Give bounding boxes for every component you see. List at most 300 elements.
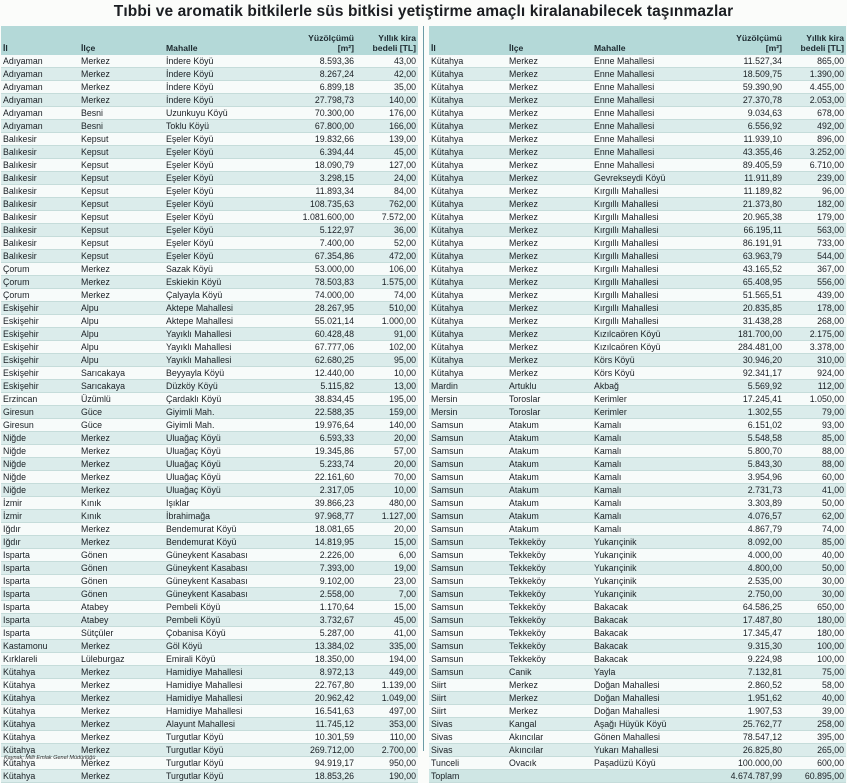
cell-mahalle: Kamalı (592, 510, 704, 523)
cell-ilce: Kepsut (79, 172, 164, 185)
cell-area: 5.843,30 (704, 458, 784, 471)
table-row (429, 601, 846, 614)
cell-il: Isparta (1, 601, 79, 614)
cell-ilce: Merkez (507, 133, 592, 146)
cell-ilce: Merkez (79, 68, 164, 81)
cell-ilce: Merkez (507, 120, 592, 133)
cell-rent: 50,00 (784, 497, 846, 510)
cell-il: Sivas (429, 744, 507, 757)
cell-il: Adıyaman (1, 94, 79, 107)
cell-area: 7.400,00 (276, 237, 356, 250)
cell-area: 5.800,70 (704, 445, 784, 458)
cell-area: 8.267,24 (276, 68, 356, 81)
cell-rent: 43,00 (356, 55, 418, 68)
table-row (1, 614, 418, 627)
cell-rent: 70,00 (356, 471, 418, 484)
cell-ilce: Merkez (79, 770, 164, 783)
table-row (429, 705, 846, 718)
cell-rent: 865,00 (784, 55, 846, 68)
cell-mahalle: Yukarıçinik (592, 536, 704, 549)
cell-il: Samsun (429, 484, 507, 497)
cell-il: Mersin (429, 406, 507, 419)
table-row (429, 718, 846, 731)
cell-area: 21.373,80 (704, 198, 784, 211)
cell-ilce: Merkez (79, 523, 164, 536)
cell-area: 2.535,00 (704, 575, 784, 588)
cell-ilce: Merkez (79, 432, 164, 445)
header-il: İl (429, 26, 507, 55)
cell-rent: 7.572,00 (356, 211, 418, 224)
cell-rent: 268,00 (784, 315, 846, 328)
cell-rent: 3.378,00 (784, 341, 846, 354)
cell-rent: 1.390,00 (784, 68, 846, 81)
cell-mahalle: Yukarıçinik (592, 549, 704, 562)
cell-il: Samsun (429, 640, 507, 653)
cell-mahalle: Kamalı (592, 523, 704, 536)
cell-rent: 762,00 (356, 198, 418, 211)
cell-ilce: Kepsut (79, 185, 164, 198)
cell-ilce: Alpu (79, 341, 164, 354)
table-row (1, 146, 418, 159)
cell-il: Kütahya (1, 731, 79, 744)
cell-il: Kütahya (429, 146, 507, 159)
cell-area: 2.558,00 (276, 588, 356, 601)
total-rent: 60.895,00 (784, 770, 846, 783)
cell-ilce: Merkez (79, 289, 164, 302)
table-row (1, 55, 418, 68)
cell-ilce: Sarıcakaya (79, 380, 164, 393)
cell-area: 18.853,26 (276, 770, 356, 783)
cell-rent: 45,00 (356, 146, 418, 159)
cell-area: 11.189,82 (704, 185, 784, 198)
cell-area: 19.976,64 (276, 419, 356, 432)
cell-mahalle: Kamalı (592, 497, 704, 510)
cell-ilce: Merkez (507, 55, 592, 68)
cell-area: 30.946,20 (704, 354, 784, 367)
table-row (1, 575, 418, 588)
cell-rent: 678,00 (784, 107, 846, 120)
cell-area: 78.547,12 (704, 731, 784, 744)
cell-il: Kütahya (429, 172, 507, 185)
table-row (1, 224, 418, 237)
table-row (1, 133, 418, 146)
cell-rent: 195,00 (356, 393, 418, 406)
cell-mahalle: Turgutlar Köyü (164, 770, 276, 783)
cell-mahalle: Hamidiye Mahallesi (164, 666, 276, 679)
cell-mahalle: Yayıklı Mahallesi (164, 341, 276, 354)
cell-il: Isparta (1, 575, 79, 588)
cell-area: 66.195,11 (704, 224, 784, 237)
cell-area: 51.565,51 (704, 289, 784, 302)
cell-il: Samsun (429, 614, 507, 627)
cell-il: Eskişehir (1, 354, 79, 367)
cell-rent: 36,00 (356, 224, 418, 237)
cell-il: Samsun (429, 445, 507, 458)
cell-rent: 45,00 (356, 614, 418, 627)
cell-il: İzmir (1, 510, 79, 523)
table-row (429, 55, 846, 68)
cell-ilce: Merkez (79, 81, 164, 94)
cell-mahalle: Pembeli Köyü (164, 601, 276, 614)
cell-area: 11.527,34 (704, 55, 784, 68)
cell-il: Kütahya (429, 224, 507, 237)
cell-mahalle: Kırgıllı Mahallesi (592, 276, 704, 289)
cell-rent: 100,00 (784, 653, 846, 666)
table-row (429, 250, 846, 263)
cell-il: Isparta (1, 614, 79, 627)
cell-mahalle: Enne Mahallesi (592, 146, 704, 159)
cell-mahalle: Emirali Köyü (164, 653, 276, 666)
cell-il: Samsun (429, 497, 507, 510)
cell-ilce: Toroslar (507, 393, 592, 406)
cell-ilce: Merkez (507, 198, 592, 211)
table-row (1, 562, 418, 575)
cell-ilce: Merkez (507, 159, 592, 172)
cell-area: 13.384,02 (276, 640, 356, 653)
table-row (1, 497, 418, 510)
cell-il: Samsun (429, 458, 507, 471)
cell-rent: 166,00 (356, 120, 418, 133)
table-row (1, 120, 418, 133)
cell-rent: 439,00 (784, 289, 846, 302)
table-row (1, 445, 418, 458)
cell-mahalle: Eşeler Köyü (164, 146, 276, 159)
cell-ilce: Kepsut (79, 146, 164, 159)
cell-il: Adıyaman (1, 81, 79, 94)
cell-mahalle: Bakacak (592, 601, 704, 614)
cell-ilce: Merkez (507, 302, 592, 315)
cell-ilce: Merkez (79, 94, 164, 107)
table-row (429, 393, 846, 406)
cell-ilce: Alpu (79, 302, 164, 315)
header-area: Yüzölçümü [m²] (704, 26, 784, 55)
cell-ilce: Merkez (79, 471, 164, 484)
cell-ilce: Merkez (79, 458, 164, 471)
cell-area: 26.825,80 (704, 744, 784, 757)
cell-area: 1.170,64 (276, 601, 356, 614)
cell-mahalle: Yayıklı Mahallesi (164, 328, 276, 341)
cell-il: Kütahya (1, 666, 79, 679)
cell-area: 2.860,52 (704, 679, 784, 692)
cell-il: Kütahya (429, 302, 507, 315)
table-row (429, 588, 846, 601)
cell-area: 7.132,81 (704, 666, 784, 679)
cell-area: 18.081,65 (276, 523, 356, 536)
table-row (1, 94, 418, 107)
cell-mahalle: Akbağ (592, 380, 704, 393)
cell-rent: 20,00 (356, 458, 418, 471)
table-row (429, 68, 846, 81)
cell-rent: 102,00 (356, 341, 418, 354)
cell-area: 181.700,00 (704, 328, 784, 341)
cell-rent: 3.252,00 (784, 146, 846, 159)
cell-mahalle: Yukarıçinik (592, 562, 704, 575)
cell-rent: 492,00 (784, 120, 846, 133)
cell-area: 39.866,23 (276, 497, 356, 510)
cell-rent: 510,00 (356, 302, 418, 315)
cell-ilce: Atakum (507, 432, 592, 445)
cell-il: Balıkesir (1, 250, 79, 263)
cell-rent: 563,00 (784, 224, 846, 237)
cell-mahalle: Eşeler Köyü (164, 211, 276, 224)
cell-ilce: Tekkeköy (507, 562, 592, 575)
cell-rent: 74,00 (356, 289, 418, 302)
cell-mahalle: Alayunt Mahallesi (164, 718, 276, 731)
cell-il: Kütahya (429, 354, 507, 367)
cell-il: Siirt (429, 705, 507, 718)
cell-il: Samsun (429, 666, 507, 679)
cell-rent: 96,00 (784, 185, 846, 198)
cell-mahalle: Aşağı Hüyük Köyü (592, 718, 704, 731)
cell-il: Kütahya (429, 237, 507, 250)
cell-area: 100.000,00 (704, 757, 784, 770)
cell-mahalle: Enne Mahallesi (592, 81, 704, 94)
cell-mahalle: Yukarıçinik (592, 575, 704, 588)
cell-il: Niğde (1, 445, 79, 458)
cell-mahalle: Enne Mahallesi (592, 133, 704, 146)
cell-area: 6.593,33 (276, 432, 356, 445)
cell-mahalle: Kırgıllı Mahallesi (592, 250, 704, 263)
cell-area: 2.226,00 (276, 549, 356, 562)
table-row (1, 549, 418, 562)
cell-ilce: Merkez (507, 107, 592, 120)
table-row (429, 653, 846, 666)
cell-area: 38.834,45 (276, 393, 356, 406)
cell-area: 22.161,60 (276, 471, 356, 484)
cell-il: Balıkesir (1, 211, 79, 224)
cell-area: 4.076,57 (704, 510, 784, 523)
total-empty-2 (592, 770, 704, 783)
cell-rent: 88,00 (784, 458, 846, 471)
cell-mahalle: Çobanisa Köyü (164, 627, 276, 640)
cell-il: Niğde (1, 432, 79, 445)
left-table (1, 26, 418, 783)
cell-ilce: Kepsut (79, 133, 164, 146)
cell-il: Kütahya (1, 770, 79, 783)
total-area: 4.674.787,99 (704, 770, 784, 783)
cell-area: 8.972,13 (276, 666, 356, 679)
cell-rent: 127,00 (356, 159, 418, 172)
cell-ilce: Kınık (79, 510, 164, 523)
table-row (1, 341, 418, 354)
table-header-row (1, 26, 418, 55)
cell-area: 4.867,79 (704, 523, 784, 536)
cell-ilce: Merkez (507, 146, 592, 159)
cell-il: Samsun (429, 419, 507, 432)
cell-mahalle: Giyimli Mah. (164, 419, 276, 432)
cell-mahalle: Yayla (592, 666, 704, 679)
cell-mahalle: İndere Köyü (164, 55, 276, 68)
cell-il: Iğdır (1, 536, 79, 549)
cell-area: 3.954,96 (704, 471, 784, 484)
table-row (429, 263, 846, 276)
cell-rent: 395,00 (784, 731, 846, 744)
table-row (429, 471, 846, 484)
cell-ilce: Tekkeköy (507, 627, 592, 640)
table-row (1, 406, 418, 419)
table-row (1, 263, 418, 276)
cell-mahalle: Enne Mahallesi (592, 94, 704, 107)
cell-ilce: Tekkeköy (507, 601, 592, 614)
cell-area: 1.951,62 (704, 692, 784, 705)
cell-area: 17.345,47 (704, 627, 784, 640)
cell-mahalle: Aktepe Mahallesi (164, 302, 276, 315)
cell-mahalle: Turgutlar Köyü (164, 744, 276, 757)
cell-mahalle: Kırgıllı Mahallesi (592, 237, 704, 250)
cell-mahalle: Kızılcaören Köyü (592, 328, 704, 341)
cell-ilce: Merkez (507, 263, 592, 276)
cell-il: Siirt (429, 679, 507, 692)
cell-rent: 40,00 (784, 692, 846, 705)
table-row (1, 601, 418, 614)
cell-ilce: Merkez (507, 276, 592, 289)
table-row (429, 666, 846, 679)
cell-area: 18.090,79 (276, 159, 356, 172)
cell-mahalle: Uluağaç Köyü (164, 445, 276, 458)
cell-il: Kırklareli (1, 653, 79, 666)
cell-area: 11.939,10 (704, 133, 784, 146)
cell-area: 9.102,00 (276, 575, 356, 588)
table-row (429, 549, 846, 562)
cell-rent: 159,00 (356, 406, 418, 419)
cell-ilce: Tekkeköy (507, 614, 592, 627)
table-row (429, 445, 846, 458)
table-row (1, 432, 418, 445)
cell-il: Çorum (1, 276, 79, 289)
cell-area: 9.315,30 (704, 640, 784, 653)
table-header-row (429, 26, 846, 55)
table-row (429, 419, 846, 432)
cell-rent: 20,00 (356, 432, 418, 445)
cell-mahalle: Beyyayla Köyü (164, 367, 276, 380)
cell-mahalle: Kırgıllı Mahallesi (592, 289, 704, 302)
cell-il: Kütahya (1, 705, 79, 718)
cell-rent: 265,00 (784, 744, 846, 757)
cell-mahalle: Kamalı (592, 471, 704, 484)
table-row (1, 419, 418, 432)
cell-il: Eskişehir (1, 302, 79, 315)
cell-mahalle: Çardaklı Köyü (164, 393, 276, 406)
cell-area: 108.735,63 (276, 198, 356, 211)
cell-mahalle: Yukarı Mahallesi (592, 744, 704, 757)
cell-ilce: Gönen (79, 588, 164, 601)
cell-mahalle: İndere Köyü (164, 68, 276, 81)
header-rent: Yıllık kira bedeli [TL] (356, 26, 418, 55)
table-row (1, 536, 418, 549)
cell-area: 3.298,15 (276, 172, 356, 185)
table-row (1, 315, 418, 328)
cell-mahalle: Eskiekin Köyü (164, 276, 276, 289)
cell-mahalle: İbrahimağa (164, 510, 276, 523)
cell-rent: 924,00 (784, 367, 846, 380)
cell-ilce: Merkez (79, 705, 164, 718)
table-row (429, 146, 846, 159)
cell-rent: 258,00 (784, 718, 846, 731)
cell-ilce: Merkez (507, 341, 592, 354)
cell-area: 70.300,00 (276, 107, 356, 120)
table-row (1, 237, 418, 250)
cell-rent: 353,00 (356, 718, 418, 731)
cell-rent: 15,00 (356, 601, 418, 614)
cell-rent: 190,00 (356, 770, 418, 783)
cell-area: 9.034,63 (704, 107, 784, 120)
cell-il: Balıkesir (1, 172, 79, 185)
cell-mahalle: Paşadüzü Köyü (592, 757, 704, 770)
cell-rent: 733,00 (784, 237, 846, 250)
cell-rent: 62,00 (784, 510, 846, 523)
cell-ilce: Merkez (79, 55, 164, 68)
cell-mahalle: Güneykent Kasabası (164, 588, 276, 601)
cell-ilce: Alpu (79, 354, 164, 367)
cell-mahalle: Enne Mahallesi (592, 120, 704, 133)
cell-ilce: Gönen (79, 562, 164, 575)
cell-rent: 100,00 (784, 640, 846, 653)
cell-il: Kütahya (429, 94, 507, 107)
cell-rent: 7,00 (356, 588, 418, 601)
cell-rent: 10,00 (356, 367, 418, 380)
cell-ilce: Merkez (507, 692, 592, 705)
cell-ilce: Atakum (507, 523, 592, 536)
table-row (429, 627, 846, 640)
cell-mahalle: Bendemurat Köyü (164, 536, 276, 549)
cell-ilce: Gönen (79, 549, 164, 562)
cell-ilce: Akıncılar (507, 731, 592, 744)
cell-il: Balıkesir (1, 237, 79, 250)
cell-rent: 2.700,00 (356, 744, 418, 757)
cell-mahalle: Düzköy Köyü (164, 380, 276, 393)
cell-area: 18.350,00 (276, 653, 356, 666)
cell-area: 6.899,18 (276, 81, 356, 94)
table-row (1, 679, 418, 692)
cell-il: Samsun (429, 432, 507, 445)
cell-ilce: Ovacık (507, 757, 592, 770)
cell-area: 86.191,91 (704, 237, 784, 250)
cell-il: Samsun (429, 627, 507, 640)
cell-mahalle: Kamalı (592, 458, 704, 471)
cell-ilce: Canik (507, 666, 592, 679)
cell-il: Kütahya (429, 315, 507, 328)
table-row (1, 302, 418, 315)
table-row (1, 705, 418, 718)
cell-rent: 140,00 (356, 419, 418, 432)
left-table-panel (1, 26, 418, 783)
table-row (429, 94, 846, 107)
cell-mahalle: Kırgıllı Mahallesi (592, 302, 704, 315)
cell-rent: 30,00 (784, 588, 846, 601)
cell-rent: 2.175,00 (784, 328, 846, 341)
cell-area: 43.165,52 (704, 263, 784, 276)
cell-ilce: Tekkeköy (507, 653, 592, 666)
cell-mahalle: Aktepe Mahallesi (164, 315, 276, 328)
header-area: Yüzölçümü [m²] (276, 26, 356, 55)
cell-il: Samsun (429, 471, 507, 484)
cell-mahalle: Doğan Mahallesi (592, 692, 704, 705)
cell-ilce: Merkez (79, 536, 164, 549)
cell-rent: 480,00 (356, 497, 418, 510)
cell-il: Samsun (429, 562, 507, 575)
cell-il: Samsun (429, 523, 507, 536)
cell-rent: 10,00 (356, 484, 418, 497)
cell-il: Giresun (1, 419, 79, 432)
cell-ilce: Merkez (507, 81, 592, 94)
cell-area: 19.345,86 (276, 445, 356, 458)
cell-area: 5.548,58 (704, 432, 784, 445)
cell-il: Samsun (429, 510, 507, 523)
cell-mahalle: Eşeler Köyü (164, 133, 276, 146)
cell-ilce: Güce (79, 419, 164, 432)
cell-il: Kütahya (429, 289, 507, 302)
cell-rent: 1.127,00 (356, 510, 418, 523)
